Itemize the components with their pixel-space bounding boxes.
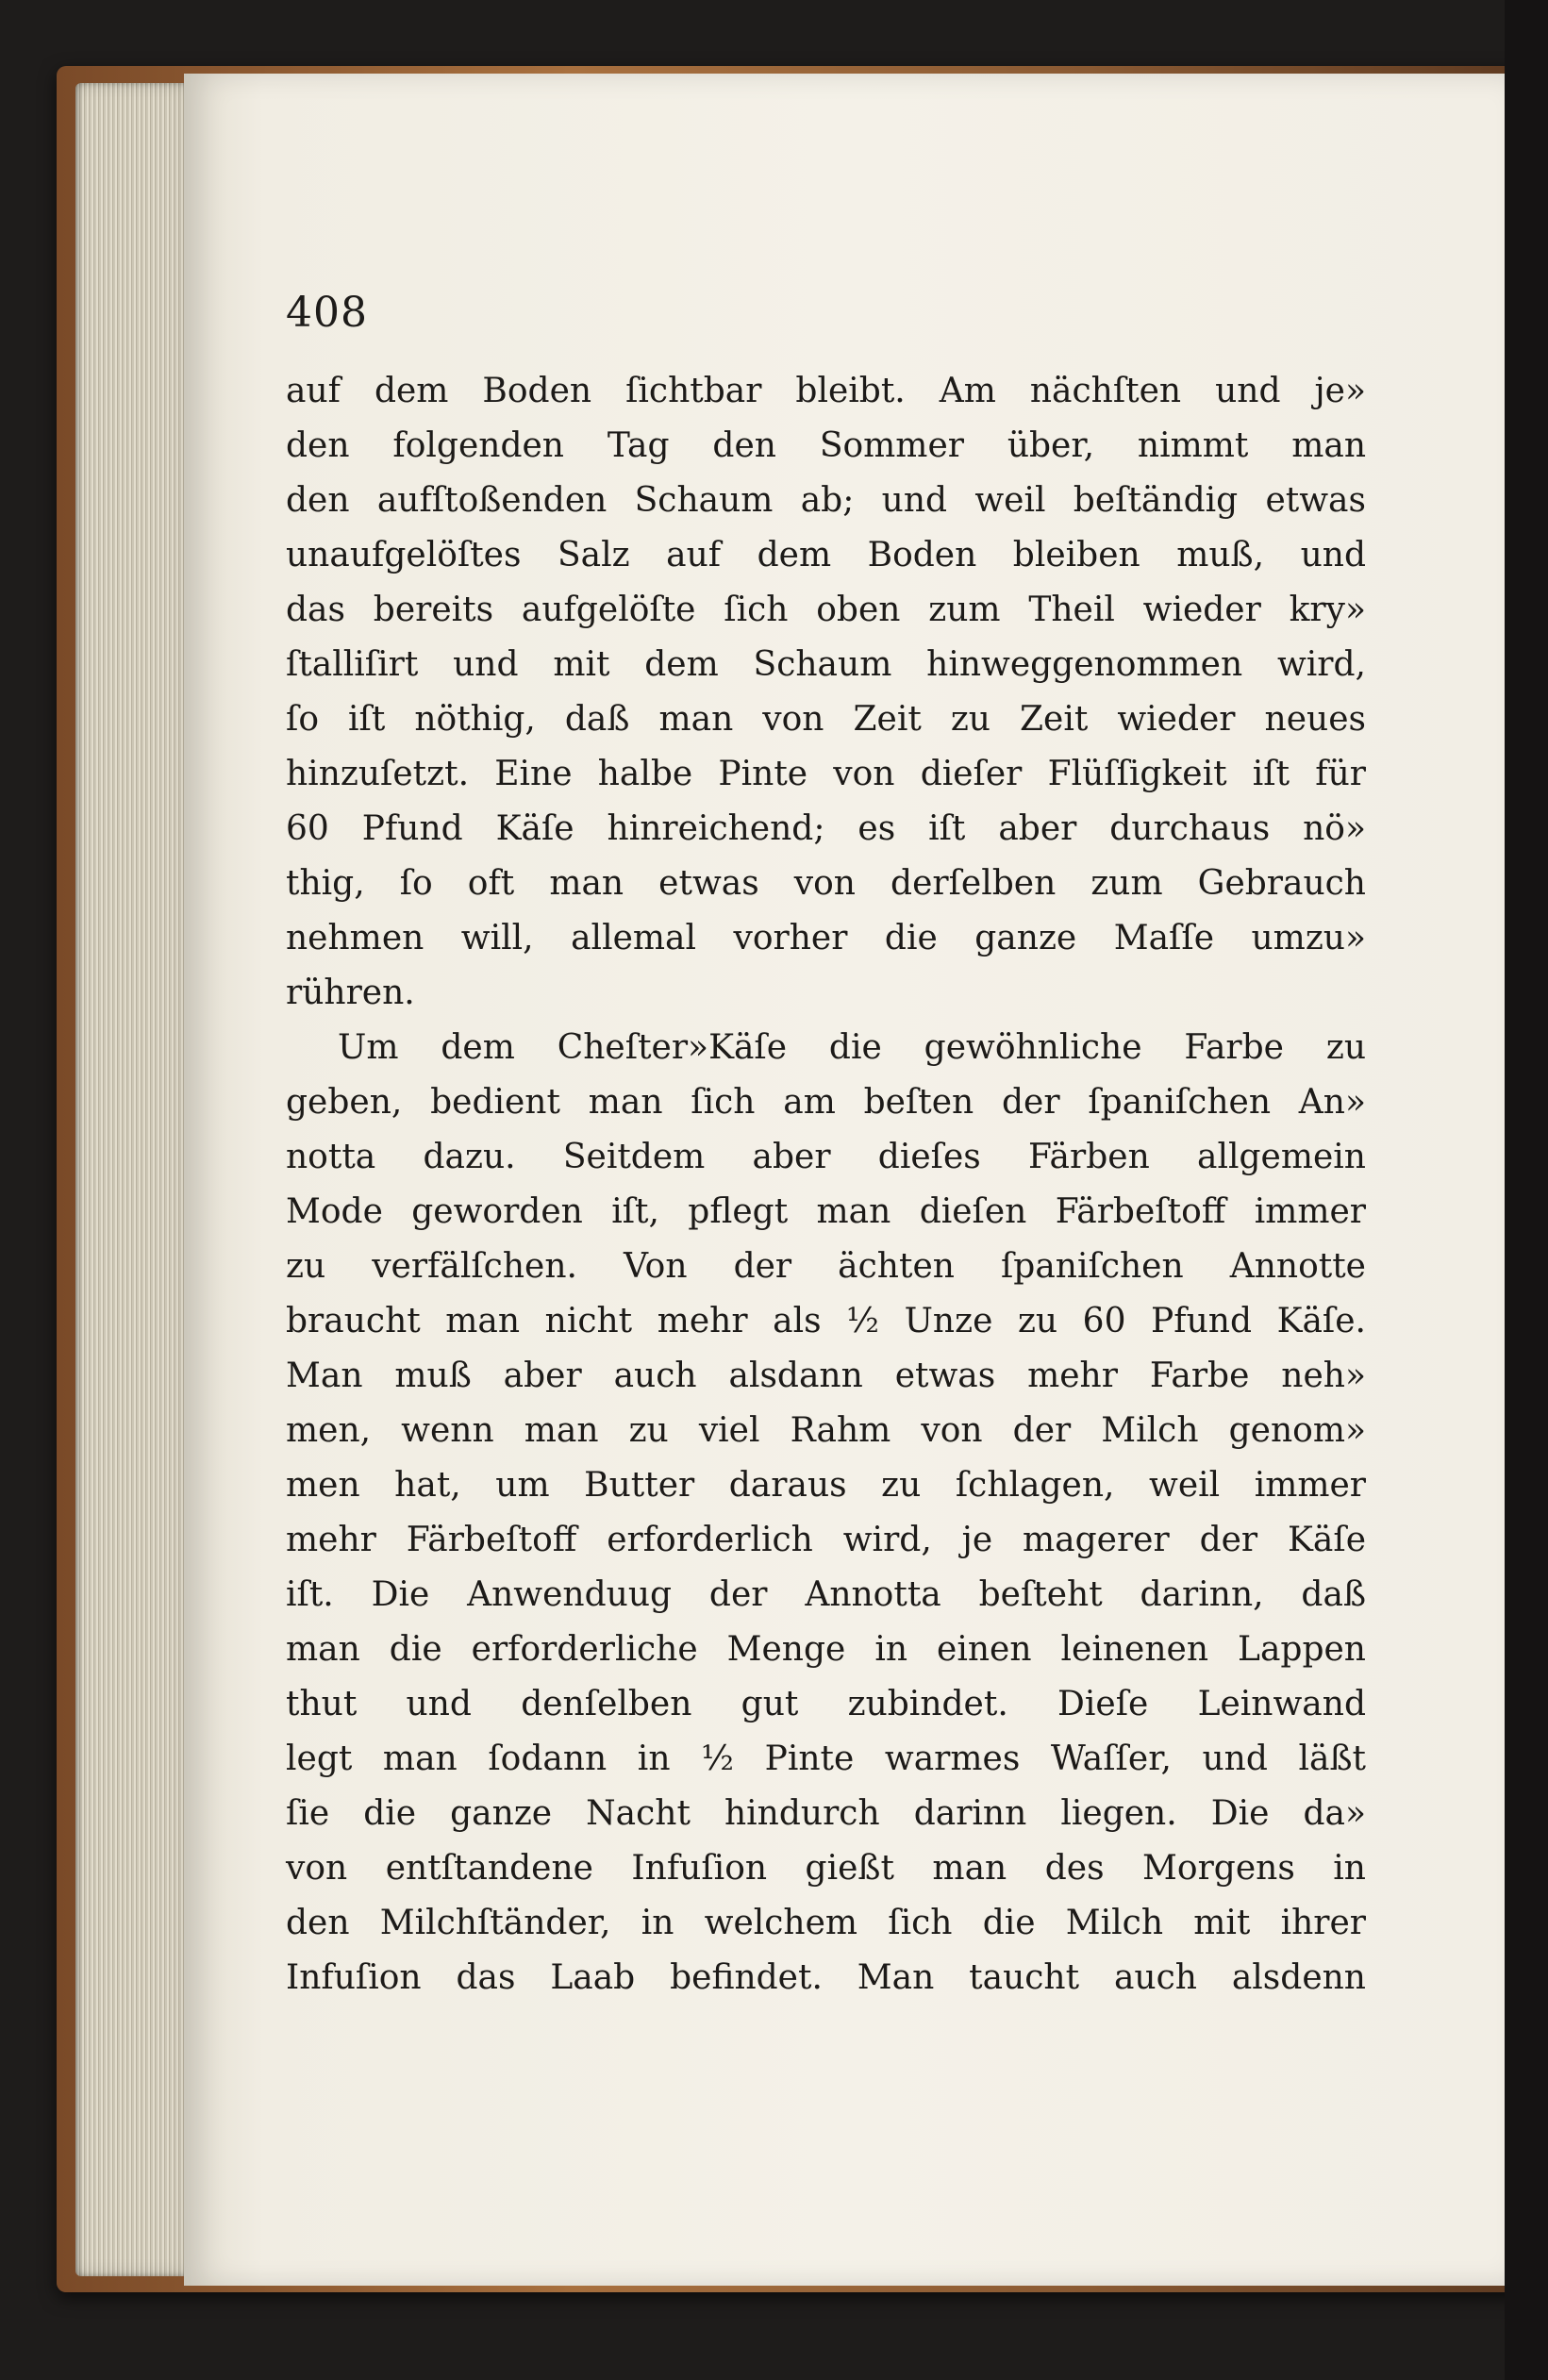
text-line: thig, ſo oft man etwas von derſelben zum Gebrauch: [286, 864, 1366, 903]
text-line: den aufſtoßenden Schaum ab; und weil beſtändig etwas: [286, 481, 1366, 520]
text-line: unaufgelöſtes Salz auf dem Boden bleiben muß, und: [286, 536, 1366, 574]
text-line: hinzuſetzt. Eine halbe Pinte von dieſer Flüſſigkeit iſt für: [286, 755, 1366, 793]
text-line: thut und denſelben gut zubindet. Dieſe Leinwand: [286, 1685, 1366, 1723]
body-text: [286, 364, 1366, 2006]
text-line: nehmen will, allemal vorher die ganze Maſſe umzu»: [286, 919, 1366, 957]
text-line: legt man ſodann in ½ Pinte warmes Waſſer, und läßt: [286, 1739, 1366, 1778]
page-edges: [75, 83, 198, 2276]
text-line: Infuſion das Laab befindet. Man taucht auch alsdenn: [286, 1958, 1366, 1997]
text-line: ſtalliſirt und mit dem Schaum hinweggenommen wird,: [286, 645, 1366, 684]
text-line: den folgenden Tag den Sommer über, nimmt man: [286, 426, 1366, 465]
text-line: Um dem Cheſter»Käſe die gewöhnliche Farbe zu: [338, 1028, 1366, 1067]
text-line: Man muß aber auch alsdann etwas mehr Farbe neh»: [286, 1356, 1366, 1395]
text-line: man die erforderliche Menge in einen leinenen Lappen: [286, 1630, 1366, 1669]
text-line: men hat, um Butter daraus zu ſchlagen, weil immer: [286, 1466, 1366, 1505]
text-line: iſt. Die Anwenduug der Annotta beſteht darinn, daß: [286, 1575, 1366, 1614]
text-line: braucht man nicht mehr als ½ Unze zu 60 Pfund Käſe.: [286, 1302, 1366, 1340]
text-line: das bereits aufgelöſte ſich oben zum Theil wieder kry»: [286, 591, 1366, 629]
text-line: rühren.: [286, 974, 415, 1012]
text-line: notta dazu. Seitdem aber dieſes Färben allgemein: [286, 1138, 1366, 1176]
text-line: von entſtandene Infuſion gießt man des Morgens in: [286, 1849, 1366, 1888]
text-line: 60 Pfund Käſe hinreichend; es iſt aber durchaus nö»: [286, 809, 1366, 848]
text-line: men, wenn man zu viel Rahm von der Milch genom»: [286, 1411, 1366, 1450]
text-line: ſie die ganze Nacht hindurch darinn liegen. Die da»: [286, 1794, 1366, 1833]
page-number: 408: [286, 289, 368, 337]
text-line: Mode geworden iſt, pflegt man dieſen Färbeſtoff immer: [286, 1192, 1366, 1231]
text-line: zu verfälſchen. Von der ächten ſpaniſchen Annotte: [286, 1247, 1366, 1286]
text-line: geben, bedient man ſich am beſten der ſpaniſchen An»: [286, 1083, 1366, 1122]
text-line: den Milchſtänder, in welchem ſich die Milch mit ihrer: [286, 1904, 1366, 1942]
text-line: mehr Färbeſtoff erforderlich wird, je magerer der Käſe: [286, 1521, 1366, 1559]
text-line: ſo iſt nöthig, daß man von Zeit zu Zeit wieder neues: [286, 700, 1366, 739]
right-shadow: [1505, 0, 1548, 2380]
text-line: auf dem Boden ſichtbar bleibt. Am nächſten und je»: [286, 372, 1366, 410]
